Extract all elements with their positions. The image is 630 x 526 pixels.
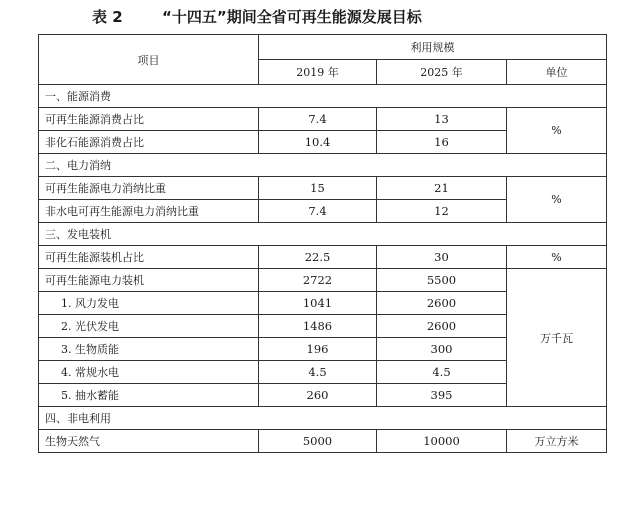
- section-row: [39, 85, 607, 108]
- value-2025: 30: [377, 246, 507, 269]
- value-2019: 2722: [259, 269, 377, 292]
- value-2025: 395: [377, 384, 507, 407]
- section-installed-capacity: 三、发电装机: [39, 223, 607, 246]
- value-2025: 4.5: [377, 361, 507, 384]
- table-caption: “十四五”期间全省可再生能源发展目标: [162, 8, 422, 26]
- value-2019: 15: [259, 177, 377, 200]
- value-2025: 21: [377, 177, 507, 200]
- unit-cell: %: [507, 177, 607, 223]
- value-2019: 196: [259, 338, 377, 361]
- row-label: 非水电可再生能源电力消纳比重: [39, 200, 259, 223]
- table-row: [39, 246, 607, 269]
- section-row: [39, 154, 607, 177]
- unit-cell: %: [507, 246, 607, 269]
- value-2019: 4.5: [259, 361, 377, 384]
- header-scale: 利用规模: [259, 35, 607, 60]
- value-2025: 300: [377, 338, 507, 361]
- value-2025: 2600: [377, 315, 507, 338]
- value-2025: 13: [377, 108, 507, 131]
- table-row: [39, 269, 607, 292]
- table-title: [0, 4, 630, 30]
- header-year-2025: 2025 年: [377, 60, 507, 85]
- header-row-1: [39, 35, 607, 60]
- row-label: 可再生能源电力消纳比重: [39, 177, 259, 200]
- value-2025: 10000: [377, 430, 507, 453]
- unit-cell: 万千瓦: [507, 269, 607, 407]
- table-row: [39, 430, 607, 453]
- section-power-absorption: 二、电力消纳: [39, 154, 607, 177]
- value-2025: 2600: [377, 292, 507, 315]
- value-2025: 12: [377, 200, 507, 223]
- section-non-power-use: 四、非电利用: [39, 407, 607, 430]
- table-number: 表 2: [92, 8, 123, 26]
- value-2025: 16: [377, 131, 507, 154]
- value-2019: 260: [259, 384, 377, 407]
- value-2019: 1486: [259, 315, 377, 338]
- row-label: 1. 风力发电: [39, 292, 259, 315]
- table-row: [39, 177, 607, 200]
- section-row: [39, 223, 607, 246]
- value-2019: 10.4: [259, 131, 377, 154]
- section-energy-consumption: 一、能源消费: [39, 85, 607, 108]
- value-2019: 7.4: [259, 200, 377, 223]
- value-2019: 7.4: [259, 108, 377, 131]
- header-unit: 单位: [507, 60, 607, 85]
- value-2025: 5500: [377, 269, 507, 292]
- unit-cell: %: [507, 108, 607, 154]
- row-label: 可再生能源装机占比: [39, 246, 259, 269]
- value-2019: 5000: [259, 430, 377, 453]
- header-year-2019: 2019 年: [259, 60, 377, 85]
- row-label: 生物天然气: [39, 430, 259, 453]
- row-label: 4. 常规水电: [39, 361, 259, 384]
- table-row: [39, 108, 607, 131]
- row-label: 2. 光伏发电: [39, 315, 259, 338]
- row-label: 可再生能源消费占比: [39, 108, 259, 131]
- section-row: [39, 407, 607, 430]
- header-item: 项目: [39, 35, 259, 85]
- value-2019: 22.5: [259, 246, 377, 269]
- row-label: 可再生能源电力装机: [39, 269, 259, 292]
- row-label: 非化石能源消费占比: [39, 131, 259, 154]
- unit-cell: 万立方米: [507, 430, 607, 453]
- value-2019: 1041: [259, 292, 377, 315]
- row-label: 3. 生物质能: [39, 338, 259, 361]
- row-label: 5. 抽水蓄能: [39, 384, 259, 407]
- targets-table: [38, 34, 607, 453]
